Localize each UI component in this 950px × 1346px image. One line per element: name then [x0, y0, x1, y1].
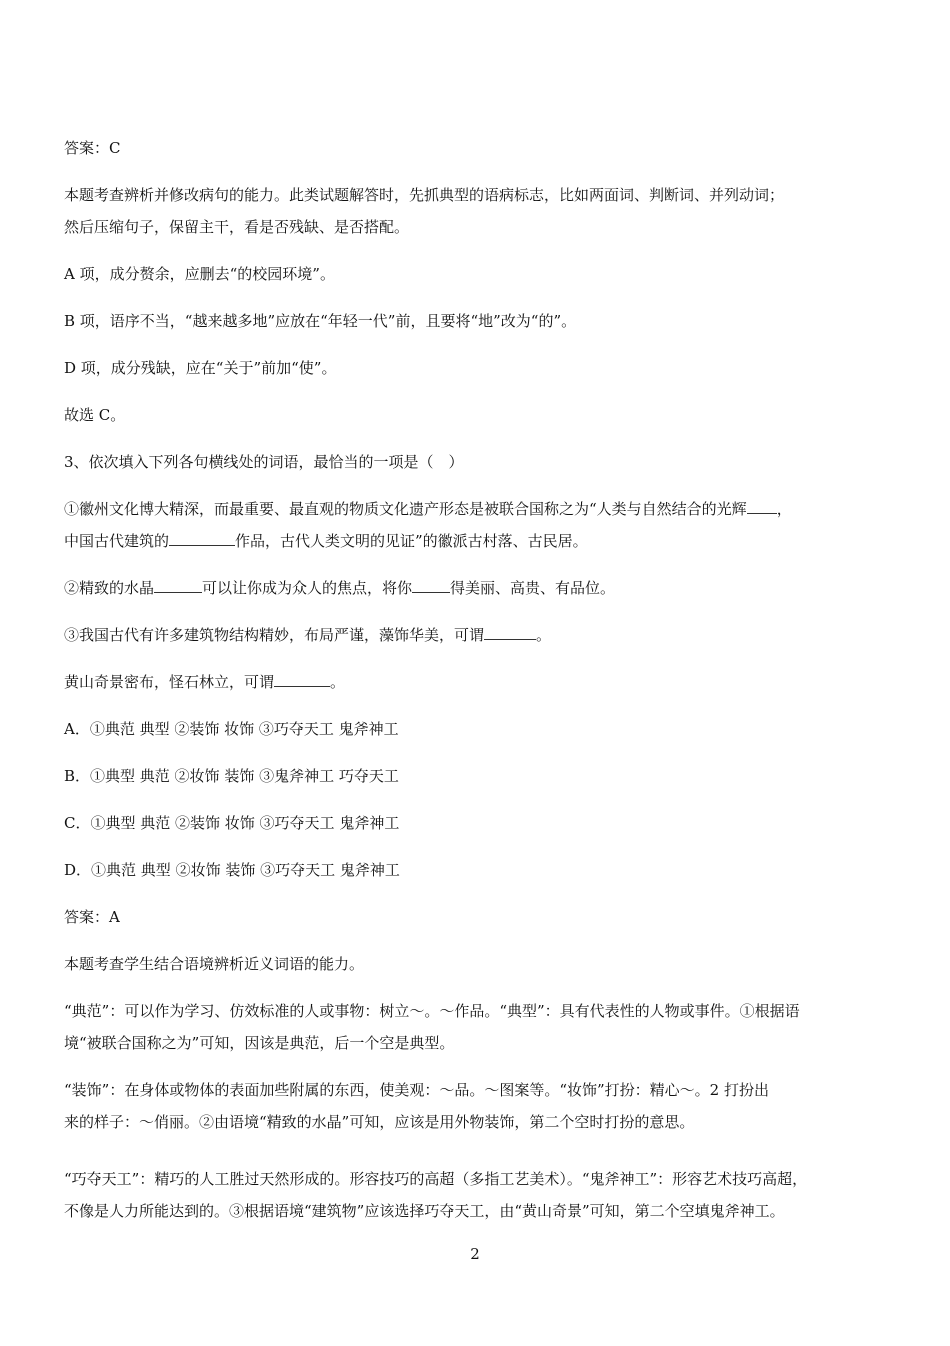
prev-item-d: D 项，成分残缺，应在“关于”前加“使”。 — [64, 359, 337, 377]
answer: 答案：A — [64, 908, 120, 926]
paragraph-1-line-2: 境“被联合国称之为”可知，因该是典范，后一个空是典型。 — [64, 1034, 455, 1052]
sentence-2-text-b: 可以让你成为众人的焦点，将你 — [202, 579, 413, 597]
question-3-stem: 3、依次填入下列各句横线处的词语，最恰当的一项是（ ） — [64, 453, 464, 471]
blank-3b — [274, 672, 330, 687]
prev-answer: 答案：C — [64, 139, 121, 157]
sentence-1-text-b: ， — [776, 500, 792, 518]
blank-1b — [169, 531, 235, 546]
paragraph-2-line-2: 来的样子：～俏丽。②由语境“精致的水晶”可知，应该是用外物装饰，第二个空时打扮的意思。 — [64, 1113, 695, 1131]
sentence-1-line-2 — [64, 531, 588, 551]
blank-3a — [484, 625, 536, 640]
sentence-3 — [64, 625, 551, 645]
blank-2a — [154, 578, 202, 593]
option-b: B．①典型 典范 ②妆饰 装饰 ③鬼斧神工 巧夺天工 — [64, 767, 399, 785]
sentence-4 — [64, 672, 345, 692]
prev-analysis-line-2: 然后压缩句子，保留主干，看是否残缺、是否搭配。 — [64, 218, 410, 236]
option-a: A．①典范 典型 ②装饰 妆饰 ③巧夺天工 鬼斧神工 — [64, 720, 399, 738]
prev-item-b: B 项，语序不当，“越来越多地”应放在“年轻一代”前，且要将“地”改为“的”。 — [64, 312, 577, 330]
sentence-3-text-b: 。 — [536, 626, 552, 644]
sentence-4-text-a: 黄山奇景密布，怪石林立，可谓 — [64, 673, 275, 691]
blank-1a — [747, 499, 777, 514]
sentence-1-text-c: 中国古代建筑的 — [64, 532, 170, 550]
sentence-4-text-b: 。 — [330, 673, 346, 691]
sentence-2 — [64, 578, 615, 598]
sentence-3-text-a: ③我国古代有许多建筑物结构精妙，布局严谨，藻饰华美，可谓 — [64, 626, 485, 644]
prev-analysis-line-1: 本题考查辨析并修改病句的能力。此类试题解答时，先抓典型的语病标志，比如两面词、判断词、并列动词； — [64, 186, 785, 204]
prev-item-a: A 项，成分赘余，应删去“的校园环境”。 — [64, 265, 335, 283]
sentence-1-text-a: ①徽州文化博大精深，而最重要、最直观的物质文化遗产形态是被联合国称之为“人类与自然结合的光辉 — [64, 500, 747, 518]
prev-choice: 故选 C。 — [64, 406, 126, 424]
option-d: D．①典范 典型 ②妆饰 装饰 ③巧夺天工 鬼斧神工 — [64, 861, 400, 879]
sentence-2-text-c: 得美丽、高贵、有品位。 — [450, 579, 616, 597]
sentence-1-line-1 — [64, 499, 792, 519]
page-number: 2 — [470, 1245, 480, 1263]
paragraph-3-line-2: 不像是人力所能达到的。③根据语境“建筑物”应该选择巧夺天工，由“黄山奇景”可知，第二个空填鬼斧神工。 — [64, 1202, 785, 1220]
paragraph-2-line-1: “装饰”：在身体或物体的表面加些附属的东西，使美观：～品。～图案等。“妆饰”打扮：精心～。2 打扮出 — [64, 1081, 769, 1099]
blank-2b — [412, 578, 450, 593]
sentence-1-text-d: 作品，古代人类文明的见证”的徽派古村落、古民居。 — [235, 532, 588, 550]
analysis: 本题考查学生结合语境辨析近义词语的能力。 — [64, 955, 365, 973]
sentence-2-text-a: ②精致的水晶 — [64, 579, 155, 597]
option-c: C．①典型 典范 ②装饰 妆饰 ③巧夺天工 鬼斧神工 — [64, 814, 400, 832]
paragraph-1-line-1: “典范”：可以作为学习、仿效标准的人或事物：树立～。～作品。“典型”：具有代表性的人物或事件。①根据语 — [64, 1002, 800, 1020]
paragraph-3-line-1: “巧夺天工”：精巧的人工胜过天然形成的。形容技巧的高超（多指工艺美术）。“鬼斧神工”：形容艺术技巧高超， — [64, 1170, 808, 1188]
